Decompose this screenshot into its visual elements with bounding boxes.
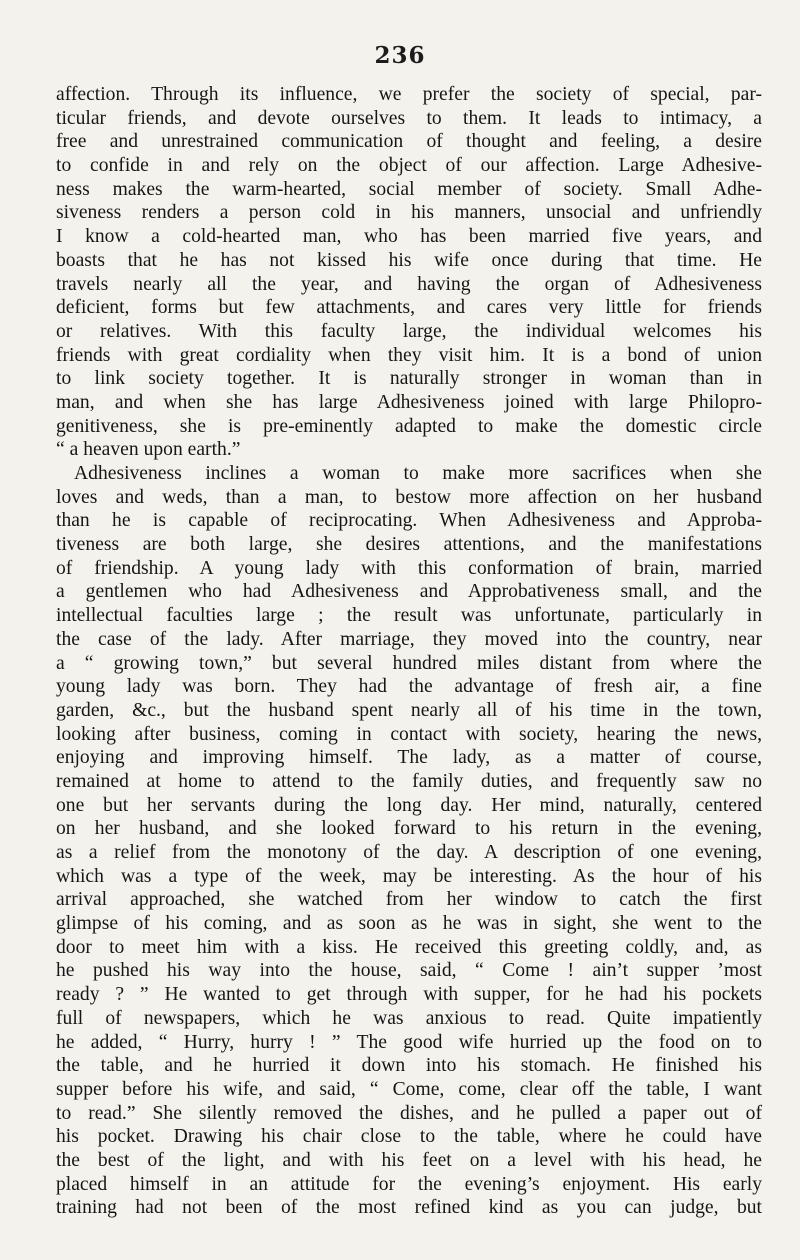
text-line: the best of the light, and with his feet on a level with his head, he <box>56 1149 762 1171</box>
text-line: on her husband, and she looked forward to his return in the evening, <box>56 818 762 840</box>
text-line: friends with great cordiality when they visit him. It is a bond of union <box>56 344 762 366</box>
text-line: he added, “ Hurry, hurry ! ” The good wife hurried up the food on to <box>56 1031 762 1053</box>
text-line: man, and when she has large Adhesiveness joined with large Philopro- <box>56 391 762 413</box>
text-line: tiveness are both large, she desires attentions, and the manifestations <box>56 534 762 556</box>
text-line: he pushed his way into the house, said, “ Come ! ain’t supper ’most <box>56 960 762 982</box>
text-line: ready ? ” He wanted to get through with supper, for he had his pockets <box>56 984 762 1006</box>
text-line: intellectual faculties large ; the result was unfortunate, particularly in <box>56 605 762 627</box>
text-line: the table, and he hurried it down into his stomach. He finished his <box>56 1055 762 1077</box>
page-number: 236 <box>374 42 426 69</box>
text-line: full of newspapers, which he was anxious to read. Quite impatiently <box>56 1007 762 1029</box>
text-line: which was a type of the week, may be interesting. As the hour of his <box>56 865 762 887</box>
text-line: Adhesiveness inclines a woman to make more sacrifices when she <box>74 463 762 484</box>
text-line: glimpse of his coming, and as soon as he was in sight, she went to the <box>56 913 762 935</box>
text-line: of friendship. A young lady with this conformation of brain, married <box>56 557 762 579</box>
text-line: young lady was born. They had the advantage of fresh air, a fine <box>56 676 762 698</box>
text-line: enjoying and improving himself. The lady, as a matter of course, <box>56 747 762 769</box>
text-line: travels nearly all the year, and having the organ of Adhesiveness <box>56 273 762 295</box>
text-line: looking after business, coming in contact with society, hearing the news, <box>56 723 762 745</box>
text-line: placed himself in an attitude for the evening’s enjoyment. His early <box>56 1173 762 1195</box>
text-line: his pocket. Drawing his chair close to the table, where he could have <box>56 1126 762 1148</box>
text-line: boasts that he has not kissed his wife once during that time. He <box>56 249 762 271</box>
text-line: loves and weds, than a man, to bestow more affection on her husband <box>56 486 762 508</box>
text-line: training had not been of the most refined kind as you can judge, but <box>56 1197 762 1219</box>
text-line: to read.” She silently removed the dishes, and he pulled a paper out of <box>56 1102 762 1124</box>
text-line: than he is capable of reciprocating. When Adhesiveness and Approba- <box>56 510 762 532</box>
text-line: affection. Through its influence, we prefer the society of special, par- <box>56 84 762 105</box>
text-line: supper before his wife, and said, “ Come, come, clear off the table, I want <box>56 1078 762 1100</box>
text-line: free and unrestrained communication of thought and feeling, a desire <box>56 131 762 153</box>
text-line: as a relief from the monotony of the day. A description of one evening, <box>56 842 762 863</box>
text-line: garden, &c., but the husband spent nearly all of his time in the town, <box>56 699 762 721</box>
text-line: deficient, forms but few attachments, and cares very little for friends <box>56 297 762 319</box>
text-line: a “ growing town,” but several hundred miles distant from where the <box>56 652 762 674</box>
body-text <box>56 83 762 1220</box>
text-line: ness makes the warm-hearted, social member of society. Small Adhe- <box>56 178 762 200</box>
text-line: “ a heaven upon earth.” <box>56 439 241 461</box>
text-line: ticular friends, and devote ourselves to them. It leads to intimacy, a <box>56 107 762 129</box>
text-line: to confide in and rely on the object of our affection. Large Adhesive- <box>56 155 762 177</box>
text-line: one but her servants during the long day. Her mind, naturally, centered <box>56 794 762 816</box>
text-line: I know a cold-hearted man, who has been married five years, and <box>56 226 762 248</box>
text-line: arrival approached, she watched from her window to catch the first <box>56 889 762 911</box>
text-line: or relatives. With this faculty large, the individual welcomes his <box>56 320 762 342</box>
text-line: to link society together. It is naturally stronger in woman than in <box>56 368 762 390</box>
text-line: the case of the lady. After marriage, they moved into the country, near <box>56 628 762 650</box>
text-line: genitiveness, she is pre-eminently adapted to make the domestic circle <box>56 415 762 437</box>
text-line: remained at home to attend to the family duties, and frequently saw no <box>56 770 762 792</box>
text-line: door to meet him with a kiss. He received this greeting coldly, and, as <box>56 936 762 958</box>
text-line: a gentlemen who had Adhesiveness and Approbativeness small, and the <box>56 581 762 603</box>
text-line: siveness renders a person cold in his manners, unsocial and unfriendly <box>56 202 762 224</box>
